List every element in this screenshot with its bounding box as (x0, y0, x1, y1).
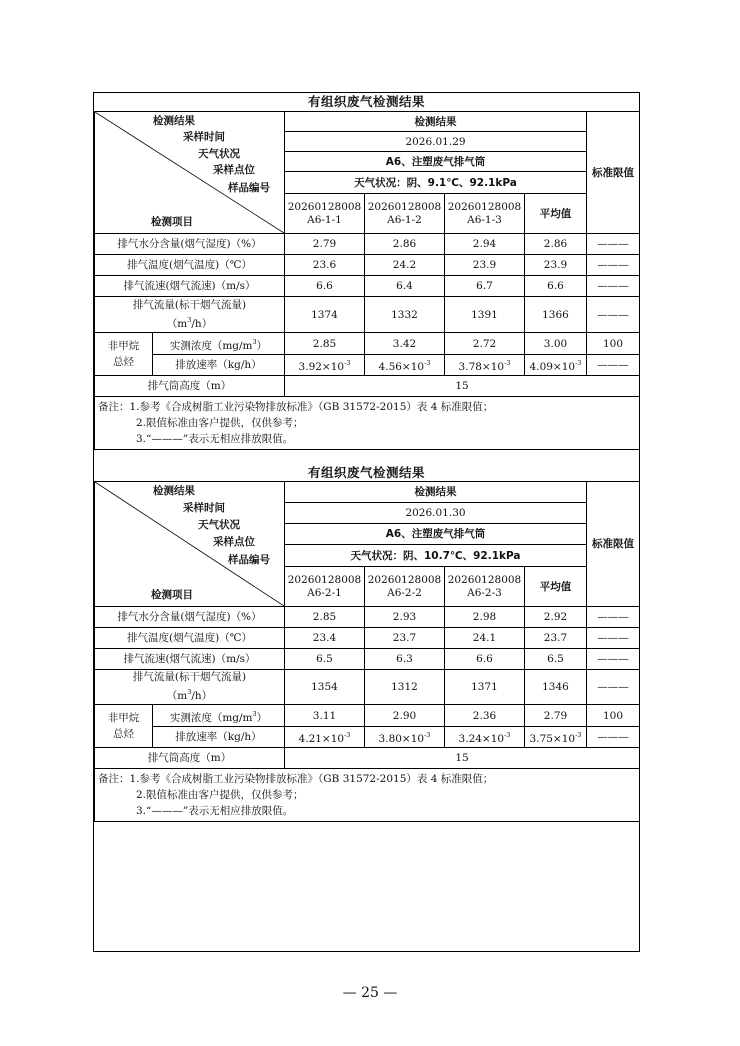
item-label: 排气水分含量(烟气湿度)（%） (95, 234, 285, 255)
notes-row (95, 397, 640, 450)
value-cell: 6.7 (445, 276, 525, 297)
header-average: 平均值 (525, 567, 587, 607)
emission-table-section-2 (94, 465, 639, 822)
standard-cell: ——— (587, 355, 640, 376)
header-results: 检测结果 (285, 112, 587, 132)
value-cell: 6.6 (285, 276, 365, 297)
table-row (95, 705, 640, 727)
value-cell: 1366 (525, 297, 587, 333)
stack-height-value: 15 (285, 748, 640, 769)
value-cell: 23.4 (285, 628, 365, 649)
table-row (95, 276, 640, 297)
header-results: 检测结果 (285, 482, 587, 503)
value-cell: 6.4 (365, 276, 445, 297)
header-sampling-date: 2026.01.30 (285, 503, 587, 524)
standard-cell: 100 (587, 705, 640, 727)
value-cell: 3.11 (285, 705, 365, 727)
item-label: 排气温度(烟气温度)（℃） (95, 628, 285, 649)
header-weather: 天气状况：阴、10.7℃、92.1kPa (285, 545, 587, 567)
standard-cell: ——— (587, 276, 640, 297)
header-sampling-point: A6、注塑废气排气筒 (285, 152, 587, 172)
diag-label-weather: 天气状况 (198, 148, 240, 160)
table-row (95, 607, 640, 628)
value-cell: 23.9 (445, 255, 525, 276)
value-cell: 2.79 (525, 705, 587, 727)
table-title: 有组织废气检测结果 (307, 465, 425, 480)
value-cell: 3.00 (525, 333, 587, 355)
diagonal-header-cell (95, 112, 285, 234)
conc-label: 实测浓度$(mg/m^3)$ (153, 333, 285, 355)
value-cell: 23.6 (285, 255, 365, 276)
sample-id-2: 20260128008 A6-2-2 (365, 567, 445, 607)
value-cell: 2.36 (445, 705, 525, 727)
standard-cell: ——— (587, 649, 640, 670)
standard-cell: ——— (587, 255, 640, 276)
standard-cell: ——— (587, 234, 640, 255)
table-row (95, 727, 640, 748)
standard-cell: ——— (587, 628, 640, 649)
value-cell: 2.86 (365, 234, 445, 255)
rate-label: 排放速率（kg/h） (153, 355, 285, 376)
header-average: 平均值 (525, 194, 587, 234)
sample-id-1: 20260128008 A6-2-1 (285, 567, 365, 607)
value-cell: 23.7 (365, 628, 445, 649)
diag-label-sampling-point: 采样点位 (213, 536, 255, 548)
standard-cell: ——— (587, 670, 640, 705)
value-cell: $3.78\times 10^{-3}$ (445, 355, 525, 376)
value-cell: 23.9 (525, 255, 587, 276)
item-label: 排气流量(标干烟气流量) $(m^3/h)$ (95, 670, 285, 705)
stack-height-label: 排气筒高度（m） (95, 748, 285, 769)
value-cell: $3.24\times 10^{-3}$ (445, 727, 525, 748)
diag-label-weather: 天气状况 (198, 519, 240, 531)
value-cell: 1371 (445, 670, 525, 705)
value-cell: 1374 (285, 297, 365, 333)
value-cell: 6.5 (525, 649, 587, 670)
table-row (95, 297, 640, 333)
group-name-nmhc: 非甲烷总烃 (95, 333, 153, 376)
value-cell: 2.93 (365, 607, 445, 628)
conc-label: 实测浓度$(mg/m^3)$ (153, 705, 285, 727)
table-row (95, 333, 640, 355)
notes-row (95, 769, 640, 822)
item-label: 排气流量(标干烟气流量) $(m^3/h)$ (95, 297, 285, 333)
value-cell: 2.92 (525, 607, 587, 628)
value-cell: 1346 (525, 670, 587, 705)
notes: 备注：1.参考《合成树脂工业污染物排放标准》（GB 31572-2015）表 4 标准限值； 2.限值标准由客户提供，仅供参考； 3.“———”表示无相应排放限值。 (95, 769, 640, 822)
table-row (95, 670, 640, 705)
header-sampling-date: 2026.01.29 (285, 132, 587, 152)
table-title: 有组织废气检测结果 (307, 94, 425, 109)
header-sampling-point: A6、注塑废气排气筒 (285, 524, 587, 545)
value-cell: $4.21\times 10^{-3}$ (285, 727, 365, 748)
notes: 备注：1.参考《合成树脂工业污染物排放标准》（GB 31572-2015）表 4 标准限值； 2.限值标准由客户提供，仅供参考； 3.“———”表示无相应排放限值。 (95, 397, 640, 450)
sample-id-1: 20260128008 A6-1-1 (285, 194, 365, 234)
value-cell: 6.5 (285, 649, 365, 670)
rate-label: 排放速率（kg/h） (153, 727, 285, 748)
value-cell: 6.6 (525, 276, 587, 297)
header-standard-limit: 标准限值 (587, 482, 640, 607)
value-cell: 6.3 (365, 649, 445, 670)
group-name-nmhc: 非甲烷总烃 (95, 705, 153, 748)
value-cell: 1332 (365, 297, 445, 333)
table-row (95, 234, 640, 255)
value-cell: 2.94 (445, 234, 525, 255)
value-cell: 2.98 (445, 607, 525, 628)
value-cell: $3.80\times 10^{-3}$ (365, 727, 445, 748)
sample-id-3: 20260128008 A6-2-3 (445, 567, 525, 607)
item-label: 排气水分含量(烟气湿度)（%） (95, 607, 285, 628)
item-label: 排气温度(烟气温度)（℃） (95, 255, 285, 276)
table-row (95, 255, 640, 276)
value-cell: 2.79 (285, 234, 365, 255)
diag-label-sampling-time: 采样时间 (183, 131, 225, 143)
table-row (95, 748, 640, 769)
value-cell: $4.09\times 10^{-3}$ (525, 355, 587, 376)
emission-table-section-1 (94, 93, 639, 450)
value-cell: $3.92\times 10^{-3}$ (285, 355, 365, 376)
page-number: — 25 — (342, 985, 398, 1001)
value-cell: 1312 (365, 670, 445, 705)
stack-height-label: 排气筒高度（m） (95, 376, 285, 397)
value-cell: 2.85 (285, 607, 365, 628)
value-cell: 2.86 (525, 234, 587, 255)
header-weather: 天气状况：阴、9.1℃、92.1kPa (285, 172, 587, 194)
emission-results-table (94, 481, 640, 822)
diag-label-sample-id: 样品编号 (228, 182, 270, 194)
value-cell: 6.6 (445, 649, 525, 670)
diag-label-results: 检测结果 (153, 485, 195, 497)
header-standard-limit: 标准限值 (587, 112, 640, 234)
value-cell: 2.85 (285, 333, 365, 355)
diagonal-header-cell (95, 482, 285, 607)
sample-id-2: 20260128008 A6-1-2 (365, 194, 445, 234)
value-cell: 1354 (285, 670, 365, 705)
value-cell: 3.42 (365, 333, 445, 355)
value-cell: $4.56\times 10^{-3}$ (365, 355, 445, 376)
emission-results-table (94, 111, 640, 450)
standard-cell: ——— (587, 607, 640, 628)
diag-label-results: 检测结果 (153, 115, 195, 127)
value-cell: 23.7 (525, 628, 587, 649)
stack-height-value: 15 (285, 376, 640, 397)
diag-label-test-item: 检测项目 (151, 216, 193, 228)
table-row (95, 649, 640, 670)
value-cell: 24.2 (365, 255, 445, 276)
standard-cell: ——— (587, 297, 640, 333)
standard-cell: ——— (587, 727, 640, 748)
table-row (95, 355, 640, 376)
diag-label-sample-id: 样品编号 (228, 554, 270, 566)
item-label: 排气流速(烟气流速)（m/s） (95, 649, 285, 670)
table-row (95, 628, 640, 649)
sample-id-3: 20260128008 A6-1-3 (445, 194, 525, 234)
report-page-frame (93, 92, 640, 952)
standard-cell: 100 (587, 333, 640, 355)
value-cell: 2.72 (445, 333, 525, 355)
value-cell: $3.75\times 10^{-3}$ (525, 727, 587, 748)
table-row (95, 376, 640, 397)
value-cell: 1391 (445, 297, 525, 333)
value-cell: 24.1 (445, 628, 525, 649)
value-cell: 2.90 (365, 705, 445, 727)
diag-label-sampling-time: 采样时间 (183, 502, 225, 514)
diag-label-test-item: 检测项目 (151, 589, 193, 601)
item-label: 排气流速(烟气流速)（m/s） (95, 276, 285, 297)
diag-label-sampling-point: 采样点位 (213, 164, 255, 176)
